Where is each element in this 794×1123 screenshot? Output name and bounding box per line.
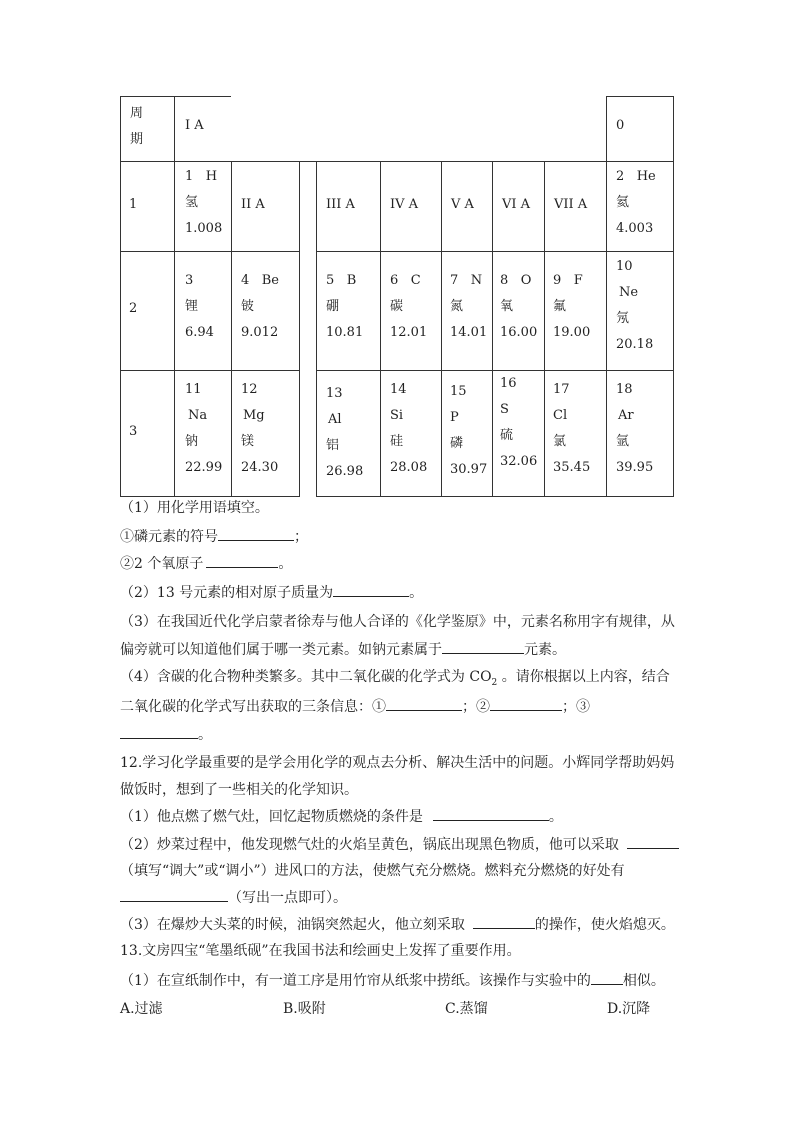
q11-part3-text: 偏旁就可以知道他们属于哪一类元素。如钠元素属于 <box>120 642 442 658</box>
q12-stem-line2: 做饭时，想到了一些相关的化学知识。 <box>120 782 358 798</box>
element-number: 3 <box>185 273 194 288</box>
group-7a-label: VII A <box>554 197 588 212</box>
element-symbol: Si <box>390 408 404 423</box>
group-1a-label: I A <box>185 118 204 133</box>
punct: ； <box>294 529 308 545</box>
element-Ne <box>606 251 674 370</box>
q11-part4-line2 <box>120 696 590 717</box>
element-name: 氢 <box>185 195 199 210</box>
q12-part1 <box>120 806 563 827</box>
q12-part2-end: （写出一点即可）。 <box>228 890 347 906</box>
element-symbol: O <box>520 273 532 288</box>
element-number: 5 <box>326 273 335 288</box>
element-symbol: Be <box>261 273 279 288</box>
element-mass: 22.99 <box>185 460 223 475</box>
element-mass: 19.00 <box>553 325 591 340</box>
answer-blank[interactable] <box>120 887 228 902</box>
q11-part3-end: 元素。 <box>524 642 566 658</box>
header-group-5a <box>441 161 492 251</box>
period-3-label: 3 <box>129 424 138 439</box>
answer-blank[interactable] <box>627 834 679 849</box>
q11-part2 <box>120 582 423 603</box>
element-name: 锂 <box>185 299 199 314</box>
answer-blank[interactable] <box>120 724 198 739</box>
punct: 。 <box>548 809 563 825</box>
element-name: 铝 <box>326 438 340 453</box>
header-group-0 <box>606 96 674 161</box>
answer-blank[interactable] <box>218 526 294 541</box>
group-5a-label: V A <box>451 197 474 212</box>
punct: 。 <box>278 556 293 572</box>
element-mass: 4.003 <box>616 221 654 236</box>
row1-top-line <box>231 161 301 162</box>
punct: 。 <box>198 727 212 743</box>
element-name: 镁 <box>241 434 255 449</box>
period-2-cell <box>120 251 174 370</box>
subscript: 2 <box>491 677 498 688</box>
element-B <box>316 251 380 370</box>
answer-blank[interactable] <box>473 914 535 929</box>
group-4a-label: IV A <box>390 197 419 212</box>
element-name: 铍 <box>241 299 255 314</box>
q12-part2-line3 <box>120 887 347 908</box>
periodic-table <box>120 96 674 497</box>
element-name: 氮 <box>450 299 464 314</box>
q12-part3 <box>120 914 675 935</box>
q12-part1-text: （1）他点燃了燃气灶，回忆起物质燃烧的条件是 <box>120 809 423 825</box>
element-number: 14 <box>390 382 407 397</box>
group-3a-label: III A <box>326 197 355 212</box>
q11-part1a <box>120 526 308 547</box>
element-name: 氯 <box>553 434 567 449</box>
gap-line-top <box>299 161 316 162</box>
element-mass: 6.94 <box>185 325 214 340</box>
element-mass: 14.01 <box>450 325 488 340</box>
q11-part4-l2b: ；② <box>462 699 490 715</box>
q12-stem-line1: 12.学习化学最重要的是学会用化学的观点去分析、解决生活中的问题。小辉同学帮助妈妈 <box>120 755 675 771</box>
option-b[interactable]: B.吸附 <box>283 1001 326 1017</box>
element-C <box>380 251 441 370</box>
element-mass: 20.18 <box>616 337 654 352</box>
header-group-4a <box>380 161 441 251</box>
element-Na <box>174 370 231 497</box>
answer-blank[interactable] <box>433 806 549 821</box>
element-Mg <box>231 370 299 497</box>
element-symbol: N <box>470 273 483 288</box>
element-symbol: P <box>450 410 459 425</box>
answer-blank[interactable] <box>386 696 462 711</box>
element-name: 氖 <box>616 311 630 326</box>
q11-part3-line2 <box>120 639 566 660</box>
element-number: 9 <box>553 273 562 288</box>
q11-part4-text-b: 。请你根据以上内容，结合 <box>497 669 670 685</box>
element-mass: 12.01 <box>390 325 428 340</box>
q13-part1 <box>120 970 665 991</box>
element-name: 氦 <box>616 195 630 210</box>
q11-part2-text: （2）13 号元素的相对原子质量为 <box>120 585 334 601</box>
element-He <box>606 161 674 251</box>
element-number: 10 <box>616 259 633 274</box>
q11-part3-line1: （3）在我国近代化学启蒙者徐寿与他人合译的《化学鉴原》中，元素名称用字有规律，从 <box>120 614 675 630</box>
element-name: 氟 <box>553 299 567 314</box>
element-name: 磷 <box>450 436 464 451</box>
element-name: 氧 <box>500 299 514 314</box>
element-number: 12 <box>241 382 258 397</box>
q11-part1b-text: ②2 个氧原子 <box>120 556 204 572</box>
element-number: 16 <box>500 376 517 391</box>
element-F <box>544 251 606 370</box>
header-period-line1: 周 <box>130 106 144 121</box>
element-number: 4 <box>241 273 250 288</box>
element-symbol: Cl <box>553 408 568 423</box>
element-number: 6 <box>390 273 399 288</box>
q13-part1-end: 相似。 <box>622 973 665 989</box>
group-2a-label: II A <box>241 197 265 212</box>
answer-blank[interactable] <box>333 582 409 597</box>
element-number: 13 <box>326 386 343 401</box>
element-S <box>492 370 544 497</box>
q13-stem: 13.文房四宝“笔墨纸砚”在我国书法和绘画史上发挥了重要作用。 <box>120 943 521 959</box>
element-mass: 32.06 <box>500 454 538 469</box>
q12-part2-text: （2）炒菜过程中，他发现燃气灶的火焰呈黄色，锅底出现黑色物质，他可以采取 <box>120 837 619 853</box>
element-number: 11 <box>185 382 202 397</box>
header-group-1a <box>174 96 231 161</box>
element-mass: 10.81 <box>326 325 364 340</box>
q11-part4-line3 <box>120 724 212 745</box>
element-symbol: S <box>500 402 509 417</box>
gap-line-left <box>299 161 300 497</box>
element-number: 15 <box>450 384 467 399</box>
period-2-label: 2 <box>129 301 138 316</box>
q12-part2-line2: （填写“调大”或“调小”）进风口的方法，使燃气充分燃烧。燃料充分燃烧的好处有 <box>120 863 625 879</box>
option-c[interactable]: C.蒸馏 <box>445 1001 488 1017</box>
answer-blank[interactable] <box>490 696 562 711</box>
q11-part4-text: （4）含碳的化合物种类繁多。其中二氧化碳的化学式为 CO <box>120 669 492 685</box>
element-Ar <box>606 370 674 497</box>
element-symbol: Al <box>328 412 342 427</box>
element-P <box>441 370 492 497</box>
period-1-cell <box>120 161 174 251</box>
element-name: 硅 <box>390 434 404 449</box>
element-O <box>492 251 544 370</box>
element-mass: 30.97 <box>450 462 488 477</box>
element-number: 7 <box>450 273 459 288</box>
element-number: 17 <box>553 382 570 397</box>
element-Be <box>231 251 299 370</box>
element-number: 1 <box>185 169 194 184</box>
element-symbol: C <box>410 273 421 288</box>
q12-part2-line1 <box>120 834 679 855</box>
q13-part1-text: （1）在宣纸制作中，有一道工序是用竹帘从纸浆中捞纸。该操作与实验中的 <box>120 973 591 989</box>
q11-part1: （1）用化学用语填空。 <box>120 500 269 516</box>
option-a[interactable]: A.过滤 <box>120 1001 163 1017</box>
header-group-7a <box>544 161 606 251</box>
element-symbol: Mg <box>243 408 265 423</box>
q11-part4-l2a: 二氧化碳的化学式写出获取的三条信息：① <box>120 699 386 715</box>
element-name: 硼 <box>326 299 340 314</box>
element-mass: 35.45 <box>553 460 591 475</box>
answer-blank[interactable] <box>442 639 524 654</box>
element-mass: 39.95 <box>616 460 654 475</box>
q12-part3-text: （3）在爆炒大头菜的时候，油锅突然起火，他立刻采取 <box>120 917 465 933</box>
header-group-3a <box>316 161 380 251</box>
q11-part4-line1 <box>120 667 670 693</box>
element-Cl <box>544 370 606 497</box>
element-symbol: Na <box>188 408 208 423</box>
element-mass: 24.30 <box>241 460 279 475</box>
element-symbol: Ar <box>618 408 634 423</box>
element-name: 氩 <box>616 434 630 449</box>
element-name: 硫 <box>500 428 514 443</box>
element-Si <box>380 370 441 497</box>
element-name: 钠 <box>185 434 199 449</box>
answer-blank[interactable] <box>591 970 623 985</box>
element-Li <box>174 251 231 370</box>
element-name: 碳 <box>390 299 404 314</box>
answer-blank[interactable] <box>206 553 278 568</box>
element-symbol: F <box>573 273 583 288</box>
header-period-line2: 期 <box>130 132 144 147</box>
element-number: 18 <box>616 382 633 397</box>
element-mass: 9.012 <box>241 325 279 340</box>
element-N <box>441 251 492 370</box>
element-symbol: He <box>636 169 656 184</box>
element-Al <box>316 370 380 497</box>
element-symbol: Ne <box>619 285 639 300</box>
element-mass: 26.98 <box>326 464 364 479</box>
group-6a-label: VI A <box>502 197 531 212</box>
q11-part1a-text: ①磷元素的符号 <box>120 529 218 545</box>
element-number: 8 <box>500 273 509 288</box>
header-period-cell <box>120 96 174 161</box>
element-H <box>174 161 231 251</box>
gap-line-right <box>316 161 317 497</box>
header-group-6a <box>492 161 544 251</box>
element-mass: 28.08 <box>390 460 428 475</box>
group-0-label: 0 <box>616 118 625 133</box>
element-mass: 16.00 <box>500 325 538 340</box>
element-symbol: B <box>346 273 357 288</box>
period-3-cell <box>120 370 174 497</box>
element-symbol: H <box>205 169 218 184</box>
element-mass: 1.008 <box>185 221 223 236</box>
element-number: 2 <box>616 169 625 184</box>
punct: 。 <box>409 585 424 601</box>
period-1-label: 1 <box>129 197 138 212</box>
header-group-2a <box>231 161 299 251</box>
q12-part3-end: 的操作，使火焰熄灭。 <box>534 917 675 933</box>
option-d[interactable]: D.沉降 <box>607 1001 651 1017</box>
q11-part4-l2c: ；③ <box>562 699 590 715</box>
q11-part1b <box>120 553 292 574</box>
